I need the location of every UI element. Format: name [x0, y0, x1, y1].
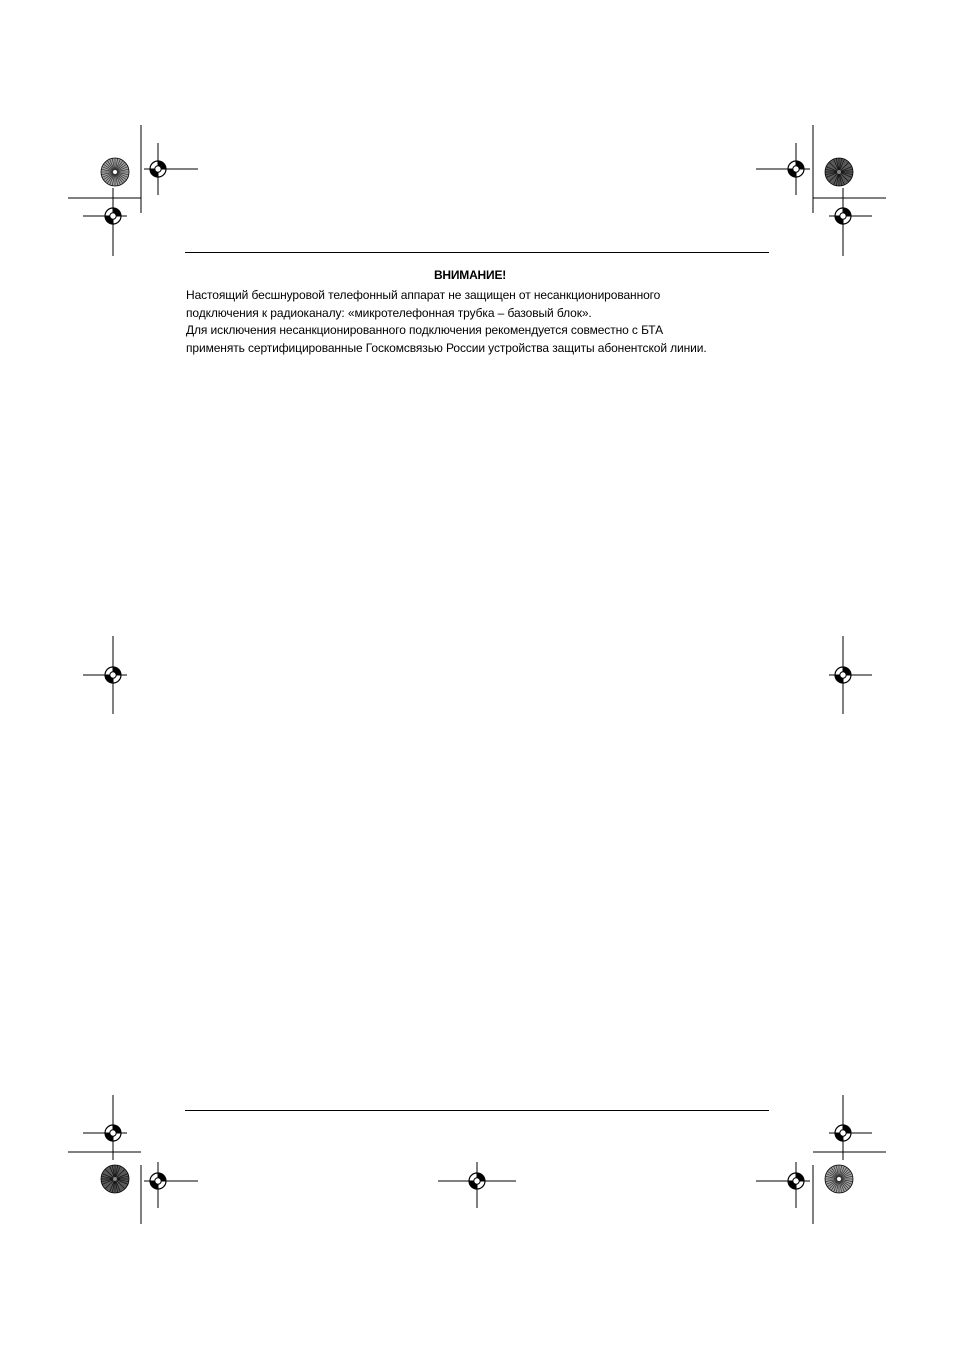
starburst-target-icon — [101, 158, 129, 186]
notice-block — [186, 268, 786, 357]
notice-line-1: Настоящий бесшнуровой телефонный аппарат не защищен от несанкционированного — [186, 288, 661, 302]
starburst-target-icon — [825, 1165, 853, 1193]
registration-crosshair-icon — [150, 161, 166, 177]
registration-crosshair-icon — [105, 1125, 121, 1141]
registration-crosshair-icon — [835, 208, 851, 224]
registration-crosshair-icon — [835, 667, 851, 683]
notice-heading: ВНИМАНИЕ! — [433, 268, 507, 282]
notice-line-2: подключения к радиоканалу: «микротелефонная трубка – базовый блок». — [186, 305, 592, 320]
notice-line-4: применять сертифицированные Госкомсвязью России устройства защиты абонентской линии. — [186, 340, 707, 355]
notice-line-3: Для исключения несанкционированного подключения рекомендуется совместно с БТА — [186, 323, 664, 337]
registration-crosshair-icon — [150, 1173, 166, 1189]
starburst-target-icon — [825, 158, 853, 186]
header-rule — [185, 252, 769, 253]
registration-crosshair-icon — [788, 1173, 804, 1189]
registration-crosshair-icon — [469, 1173, 485, 1189]
footer-rule — [185, 1110, 769, 1111]
registration-crosshair-icon — [788, 161, 804, 177]
registration-crosshair-icon — [835, 1125, 851, 1141]
registration-crosshair-icon — [105, 667, 121, 683]
starburst-target-icon — [101, 1165, 129, 1193]
registration-crosshair-icon — [105, 208, 121, 224]
